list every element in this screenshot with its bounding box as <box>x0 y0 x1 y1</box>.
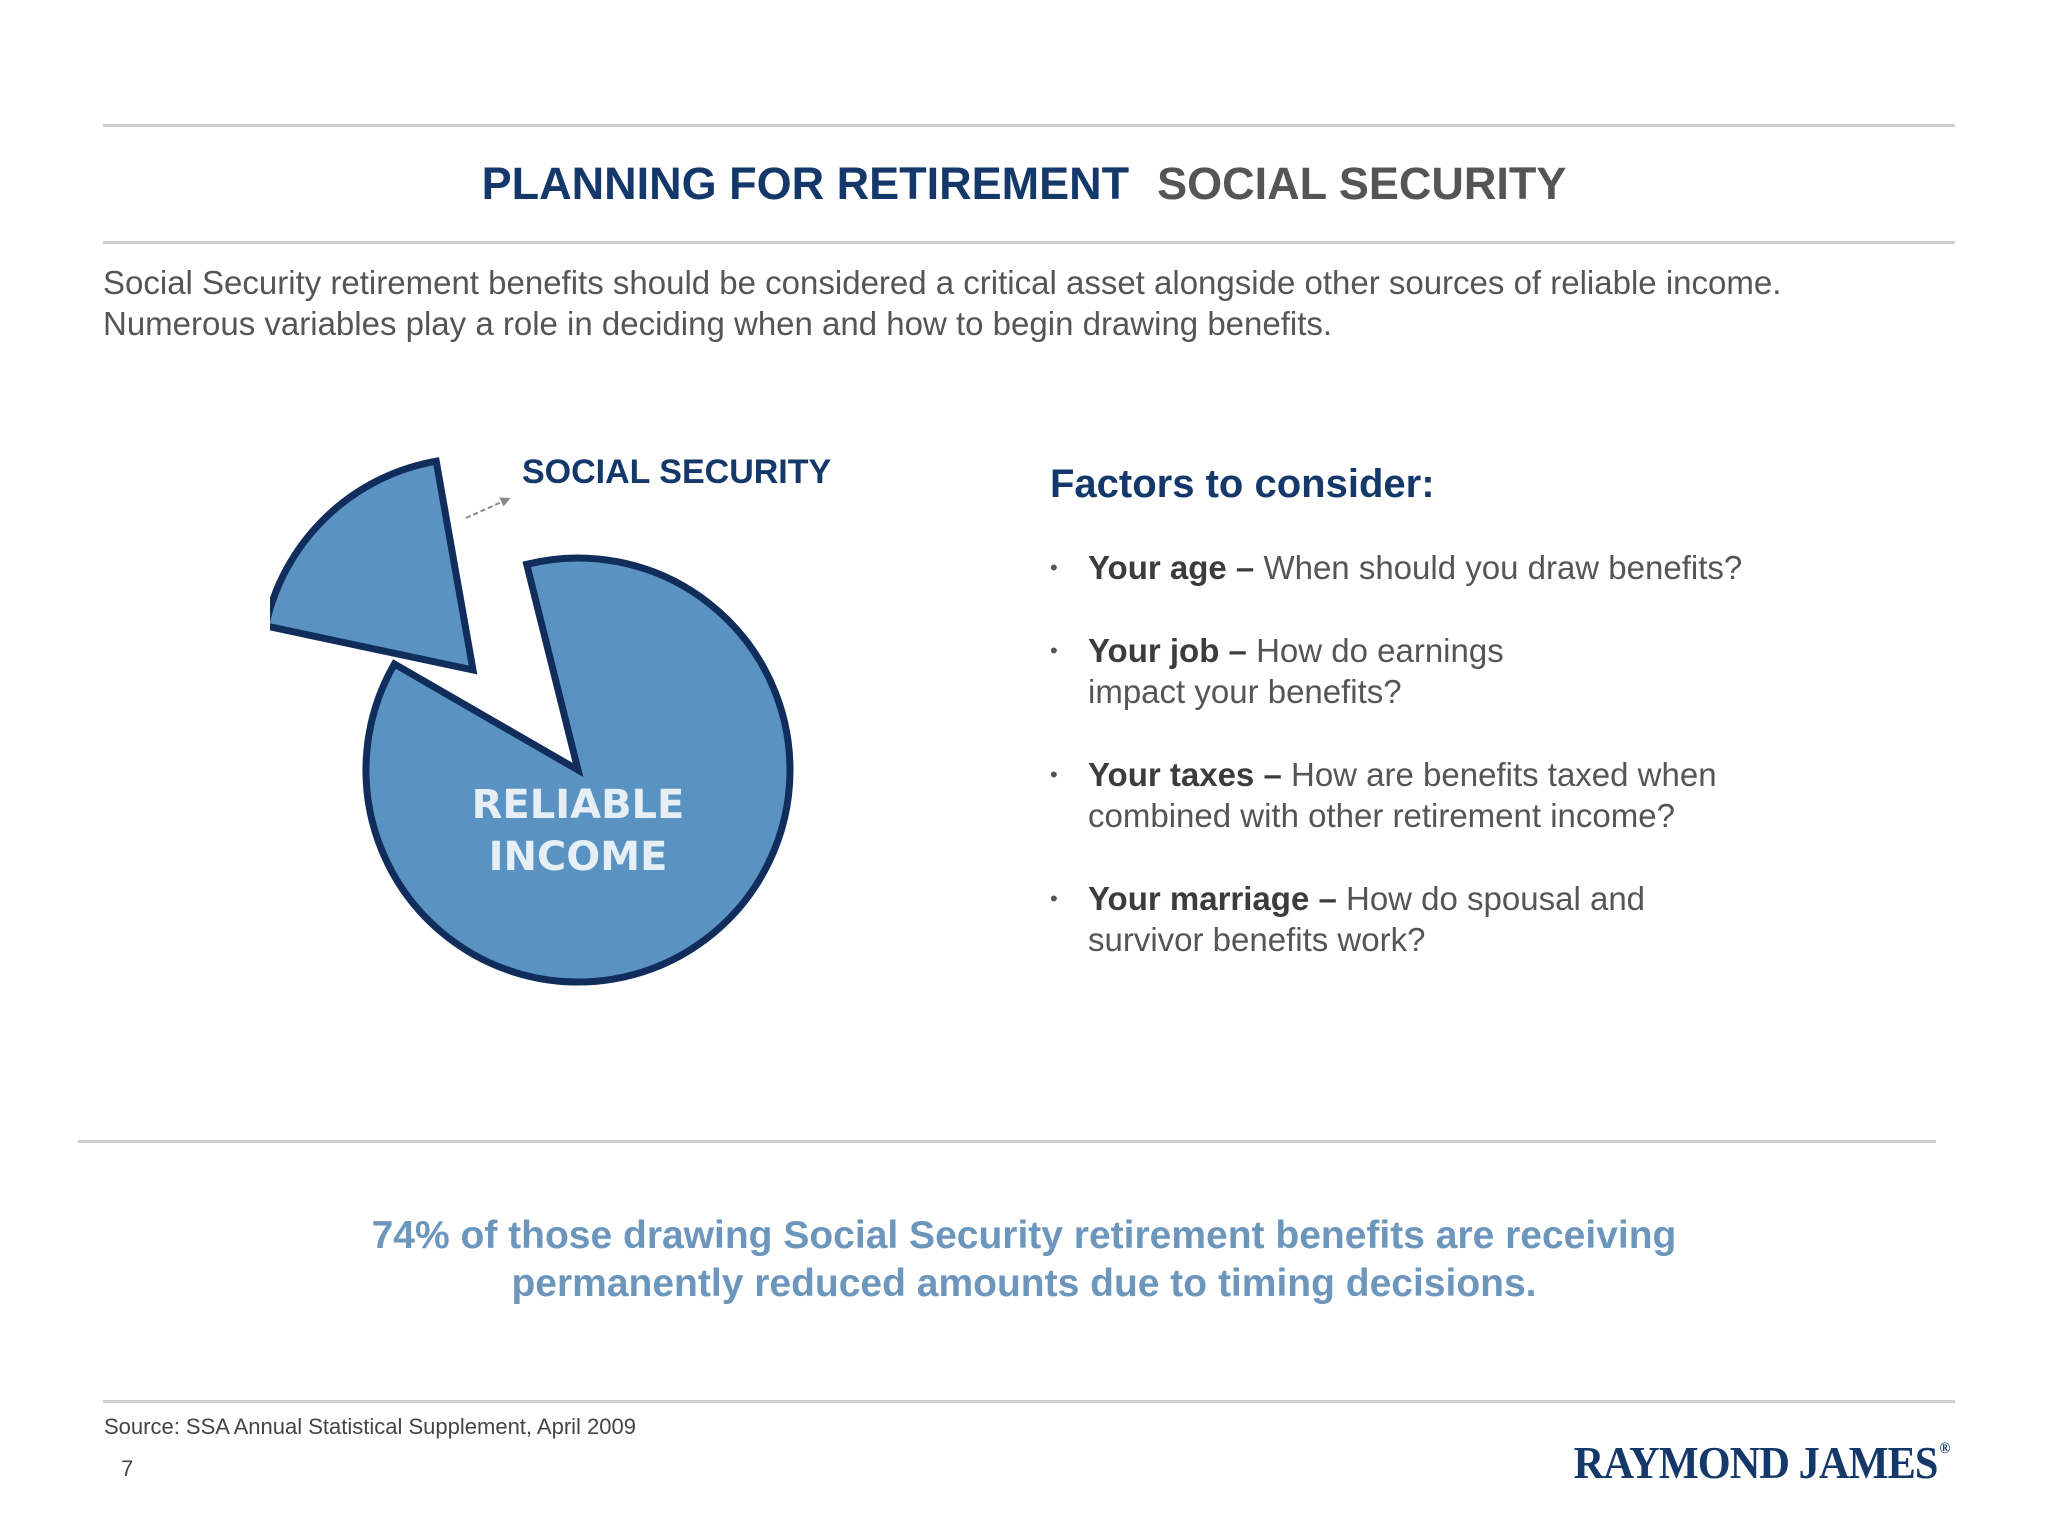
callout-label: SOCIAL SECURITY <box>522 453 832 491</box>
logo-text: RAYMOND JAMES <box>1573 1437 1938 1488</box>
page-title <box>0 158 2048 210</box>
factor-text: How are benefits taxed when <box>1290 756 1717 793</box>
top-divider <box>103 124 1955 127</box>
factor-title: Your taxes – <box>1088 756 1282 793</box>
factors-list <box>1050 547 1950 960</box>
bullet-icon: • <box>1050 555 1058 580</box>
page-number: 7 <box>121 1456 134 1481</box>
statistic-line-1: 74% of those drawing Social Security retirement benefits are receiving <box>371 1214 1677 1257</box>
factors-panel <box>1050 462 1950 1002</box>
bullet-icon: • <box>1050 886 1058 911</box>
main-slice-label-line-1: RELIABLE <box>471 782 685 828</box>
registered-mark: ® <box>1938 1440 1949 1457</box>
footer-divider <box>103 1400 1955 1403</box>
factor-title: Your age – <box>1088 549 1255 586</box>
bullet-icon: • <box>1050 638 1058 663</box>
callout-arrow <box>466 500 506 518</box>
title-sub: SOCIAL SECURITY <box>1157 158 1567 209</box>
intro-paragraph <box>103 262 1943 344</box>
factors-heading: Factors to consider: <box>1050 462 1435 506</box>
factor-text: impact your benefits? <box>1088 673 1402 710</box>
main-slice-label-line-2: INCOME <box>488 834 668 880</box>
factor-title: Your job – <box>1088 632 1247 669</box>
factor-title: Your marriage – <box>1088 880 1337 917</box>
factor-text: How do spousal and <box>1346 880 1646 917</box>
factor-text: combined with other retirement income? <box>1088 797 1675 834</box>
section-divider <box>78 1140 1936 1143</box>
statistic-line-2: permanently reduced amounts due to timing decisions. <box>511 1262 1537 1305</box>
bullet-icon: • <box>1050 762 1058 787</box>
raymond-james-logo <box>1573 1436 1949 1489</box>
factor-item-marriage <box>1050 878 1950 960</box>
factor-item-job <box>1050 630 1950 712</box>
factor-text: survivor benefits work? <box>1088 921 1426 958</box>
key-statistic <box>0 1212 2048 1308</box>
factor-item-taxes <box>1050 754 1950 836</box>
factor-text: When should you draw benefits? <box>1263 549 1743 586</box>
source-note: Source: SSA Annual Statistical Supplement, April 2009 <box>104 1414 636 1439</box>
pie-slice-social-security <box>270 461 473 670</box>
factor-text: How do earnings <box>1256 632 1504 669</box>
pie-chart <box>270 440 870 1000</box>
title-main: PLANNING FOR RETIREMENT <box>481 158 1130 209</box>
intro-line-1: Social Security retirement benefits should be considered a critical asset alongside other sources of reliable income. <box>103 264 1782 301</box>
title-divider <box>103 241 1955 244</box>
intro-line-2: Numerous variables play a role in deciding when and how to begin drawing benefits. <box>103 305 1333 342</box>
factor-item-age <box>1050 547 1950 588</box>
